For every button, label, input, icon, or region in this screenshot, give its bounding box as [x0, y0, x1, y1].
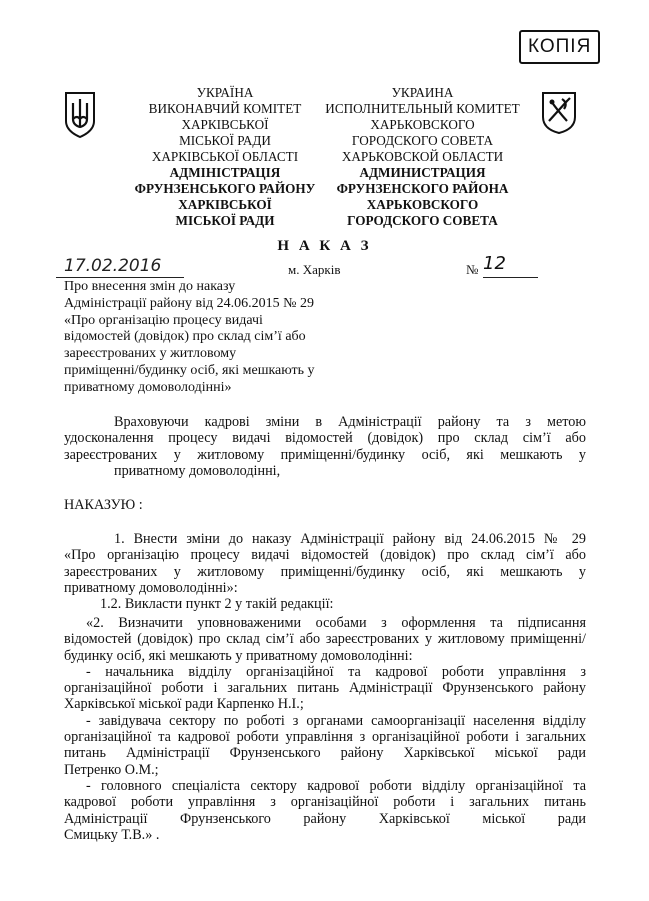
header-bold-line: АДМИНИСТРАЦИЯ: [359, 165, 486, 180]
text-line: «2. Визначити уповноваженими особами з оформлення та підписання: [86, 615, 586, 631]
header-bold-line: ХАРКІВСЬКОЇ: [178, 197, 272, 212]
header-russian: [315, 85, 530, 229]
date-underline: [56, 277, 184, 278]
number-label: №: [466, 262, 479, 277]
header-bold-line: ХАРЬКОВСКОГО: [366, 197, 479, 212]
text-line: 1.2. Викласти пункт 2 у такій редакції:: [100, 596, 334, 613]
header-line: ХАРЬКОВСКОЙ ОБЛАСТИ: [341, 149, 504, 164]
text-line: будинку осіб, які мешкають у приватному домоволодінні:: [64, 647, 413, 664]
text-line: Смицьку Т.В.» .: [64, 826, 160, 843]
handwritten-date: 17.02.2016: [64, 256, 162, 276]
subject-line: Про внесення змін до наказу: [64, 279, 236, 294]
text-line: 1. Внести зміни до наказу Адміністрації району від 24.06.2015 № 29: [114, 531, 586, 547]
text-line: зареєстрованих у житловому приміщенні/будинку осіб, які мешкають у: [64, 563, 586, 580]
header-line: МІСЬКОЇ РАДИ: [179, 133, 271, 148]
item-1: [64, 531, 586, 612]
text-line: приватному домоволодінні,: [114, 462, 281, 479]
text-line: «Про організацію процесу видачі відомостей (довідок) про склад сім’ї або: [64, 547, 586, 564]
text-line: Харківської міської ради Карпенко Н.І.;: [64, 696, 304, 713]
ukraine-trident-emblem-icon: [63, 91, 97, 139]
text-line: удосконалення процесу видачі відомостей (довідок) про склад сім’ї або: [64, 430, 586, 447]
header-line: ВИКОНАВЧИЙ КОМІТЕТ: [148, 101, 302, 116]
text-line: відомостей (довідок) про склад сім’ї або зареєстрованих у житловому приміщенні/: [64, 631, 586, 648]
number-underline: [483, 277, 538, 278]
subject-line: «Про організацію процесу видачі: [64, 312, 263, 328]
header-line: ХАРКІВСЬКОЇ: [181, 117, 269, 132]
text-line: - завідувача сектору по роботі з органами самоорганізації населення відділу: [86, 712, 586, 729]
text-line: організаційної роботи і загальних питань Адміністрації Фрунзенського району: [64, 680, 586, 697]
subject-line: приміщенні/будинку осіб, які мешкають у: [64, 362, 315, 378]
text-line: організаційної та кадрової роботи управління з організаційної роботи і загальних: [64, 729, 586, 746]
copy-stamp: КОПІЯ: [519, 30, 600, 64]
header-ukrainian: [120, 85, 330, 229]
text-line: Адміністрації Фрунзенського району Харківської міської ради: [64, 810, 586, 827]
order-subject: [64, 279, 364, 397]
header-bold-line: АДМІНІСТРАЦІЯ: [169, 165, 281, 180]
text-line: зареєстрованих у житловому приміщенні/будинку осіб, які мешкають у: [64, 446, 586, 463]
header-line: ГОРОДСКОГО СОВЕТА: [351, 133, 494, 148]
header-bold-line: ФРУНЗЕНСЬКОГО РАЙОНУ: [134, 181, 316, 196]
header-line: УКРАИНА: [391, 85, 454, 100]
subject-line: зареєстрованих у житловому: [64, 346, 237, 362]
preamble-paragraph: [64, 414, 586, 479]
kharkiv-city-emblem-icon: [540, 91, 578, 135]
text-line: питань Адміністрації Фрунзенського району Харківської міської ради: [64, 745, 586, 762]
text-line: кадрової роботи управління з організаційної роботи і загальних питань: [64, 794, 586, 811]
text-line: - головного спеціаліста сектору кадрової роботи відділу організаційної та: [86, 777, 586, 794]
header-line: ХАРЬКОВСКОГО: [370, 117, 475, 132]
city-label: м. Харків: [288, 262, 341, 277]
text-line: Враховуючи кадрові зміни в Адміністрації району та з метою: [114, 414, 586, 430]
header-bold-line: МІСЬКОЇ РАДИ: [175, 213, 275, 228]
text-line: - начальника відділу організаційної та кадрової роботи управління з: [86, 663, 586, 680]
header-line: УКРАЇНА: [196, 85, 254, 100]
subject-line: відомостей (довідок) про склад сім’ї або: [64, 329, 306, 345]
handwritten-number: 12: [483, 253, 506, 274]
subject-line: приватному домоволодінні»: [64, 379, 232, 395]
item-2: [64, 615, 586, 843]
header-line: ИСПОЛНИТЕЛЬНЫЙ КОМИТЕТ: [325, 101, 520, 116]
order-word: НАКАЗУЮ :: [64, 497, 143, 513]
text-line: приватному домоволодінні»:: [64, 579, 238, 596]
text-line: Петренко О.М.;: [64, 761, 159, 778]
header-line: ХАРКІВСЬКОЇ ОБЛАСТІ: [151, 149, 299, 164]
header-bold-line: ФРУНЗЕНСКОГО РАЙОНА: [336, 181, 509, 196]
subject-line: Адміністрації району від 24.06.2015 № 29: [64, 295, 315, 311]
document-title: Н А К А З: [277, 238, 372, 254]
header-bold-line: ГОРОДСКОГО СОВЕТА: [347, 213, 498, 228]
